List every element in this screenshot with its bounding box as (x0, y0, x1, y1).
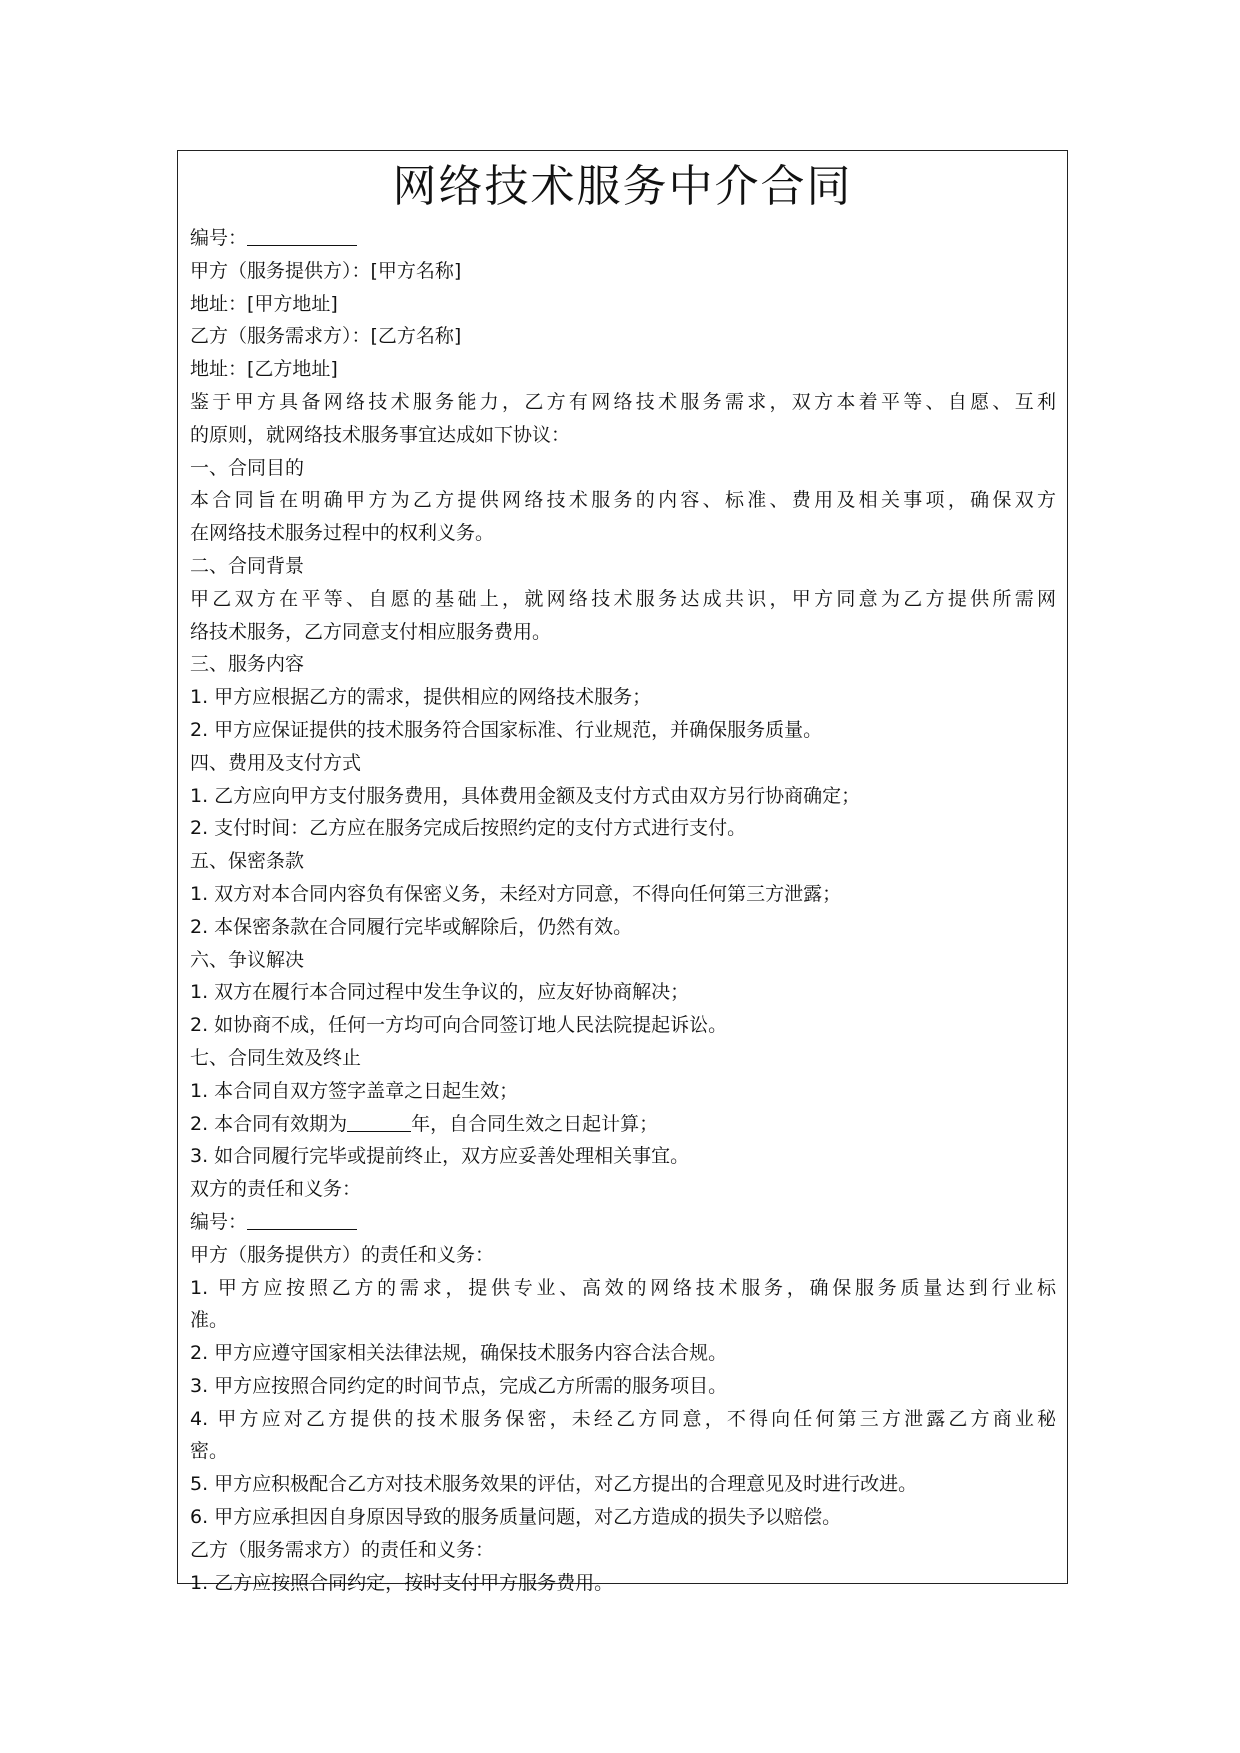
section-heading: 三、服务内容 (190, 653, 305, 676)
list-item: 1. 本合同自双方签字盖章之日起生效； (190, 1079, 519, 1102)
list-item: 2. 甲方应保证提供的技术服务符合国家标准、行业规范，并确保服务质量。 (190, 718, 823, 741)
paragraph-line: 在网络技术服务过程中的权利义务。 (190, 522, 495, 545)
contract-title: 网络技术服务中介合同 (392, 161, 853, 212)
number-line (190, 222, 1056, 255)
list-item: 1. 双方对本合同内容负有保密义务，未经对方同意，不得向任何第三方泄露； (190, 882, 842, 905)
duty-line: 准。 (190, 1309, 229, 1332)
list-item: 1. 双方在履行本合同过程中发生争议的，应友好协商解决； (190, 981, 690, 1004)
duty-line: 4. 甲方应对乙方提供的技术服务保密，未经乙方同意，不得向任何第三方泄露乙方商业秘 (190, 1407, 1056, 1430)
list-item: 2. 支付时间：乙方应在服务完成后按照约定的支付方式进行支付。 (190, 817, 747, 840)
duty-line: 6. 甲方应承担因自身原因导致的服务质量问题，对乙方造成的损失予以赔偿。 (190, 1506, 842, 1529)
party-b-address: 地址：[乙方地址] (190, 358, 338, 381)
party-b-line: 乙方（服务需求方）：[乙方名称] (190, 325, 462, 348)
duties-heading: 双方的责任和义务： (190, 1178, 362, 1201)
paragraph-line: 络技术服务，乙方同意支付相应服务费用。 (190, 620, 552, 643)
paragraph-line: 本合同旨在明确甲方为乙方提供网络技术服务的内容、标准、费用及相关事项，确保双方 (190, 489, 1056, 512)
number-line-2 (190, 1206, 1056, 1239)
list-item: 2. 本保密条款在合同履行完毕或解除后，仍然有效。 (190, 915, 633, 938)
list-item-validity-term (190, 1108, 1056, 1141)
section-heading: 一、合同目的 (190, 456, 305, 479)
section-heading: 七、合同生效及终止 (190, 1046, 362, 1069)
validity-term-prefix: 2. 本合同有效期为 (190, 1112, 348, 1135)
section-heading: 五、保密条款 (190, 850, 305, 873)
duty-line: 1. 乙方应按照合同约定，按时支付甲方服务费用。 (190, 1571, 614, 1594)
list-item: 1. 甲方应根据乙方的需求，提供相应的网络技术服务； (190, 686, 652, 709)
party-a-line: 甲方（服务提供方）：[甲方名称] (190, 259, 462, 282)
section-heading: 六、争议解决 (190, 948, 305, 971)
validity-term-suffix: 年，自合同生效之日起计算； (411, 1112, 659, 1135)
duty-line: 5. 甲方应积极配合乙方对技术服务效果的评估，对乙方提出的合理意见及时进行改进。 (190, 1473, 918, 1496)
validity-years-blank (347, 1108, 411, 1132)
number-blank-2 (247, 1206, 357, 1230)
list-item: 1. 乙方应向甲方支付服务费用，具体费用金额及支付方式由双方另行协商确定； (190, 784, 861, 807)
duty-line: 2. 甲方应遵守国家相关法律法规，确保技术服务内容合法合规。 (190, 1342, 728, 1365)
duty-line: 1. 甲方应按照乙方的需求，提供专业、高效的网络技术服务，确保服务质量达到行业标 (190, 1276, 1056, 1299)
party-a-duties-heading: 甲方（服务提供方）的责任和义务： (190, 1243, 495, 1266)
section-heading: 四、费用及支付方式 (190, 751, 362, 774)
list-item: 3. 如合同履行完毕或提前终止，双方应妥善处理相关事宜。 (190, 1145, 690, 1168)
duty-line: 密。 (190, 1440, 229, 1463)
number-label-2: 编号： (190, 1210, 248, 1233)
contract-frame (177, 150, 1068, 1594)
section-heading: 二、合同背景 (190, 554, 305, 577)
paragraph-line: 甲乙双方在平等、自愿的基础上，就网络技术服务达成共识，甲方同意为乙方提供所需网 (190, 587, 1056, 610)
party-a-address: 地址：[甲方地址] (190, 292, 338, 315)
number-blank (247, 222, 357, 246)
preamble-line: 鉴于甲方具备网络技术服务能力，乙方有网络技术服务需求，双方本着平等、自愿、互利 (190, 390, 1056, 413)
list-item: 2. 如协商不成，任何一方均可向合同签订地人民法院提起诉讼。 (190, 1014, 728, 1037)
number-label: 编号： (190, 227, 248, 249)
preamble-line: 的原则，就网络技术服务事宜达成如下协议： (190, 423, 571, 446)
contract-body (190, 222, 1056, 1599)
party-b-duties-heading: 乙方（服务需求方）的责任和义务： (190, 1538, 495, 1561)
duty-line: 3. 甲方应按照合同约定的时间节点，完成乙方所需的服务项目。 (190, 1374, 728, 1397)
